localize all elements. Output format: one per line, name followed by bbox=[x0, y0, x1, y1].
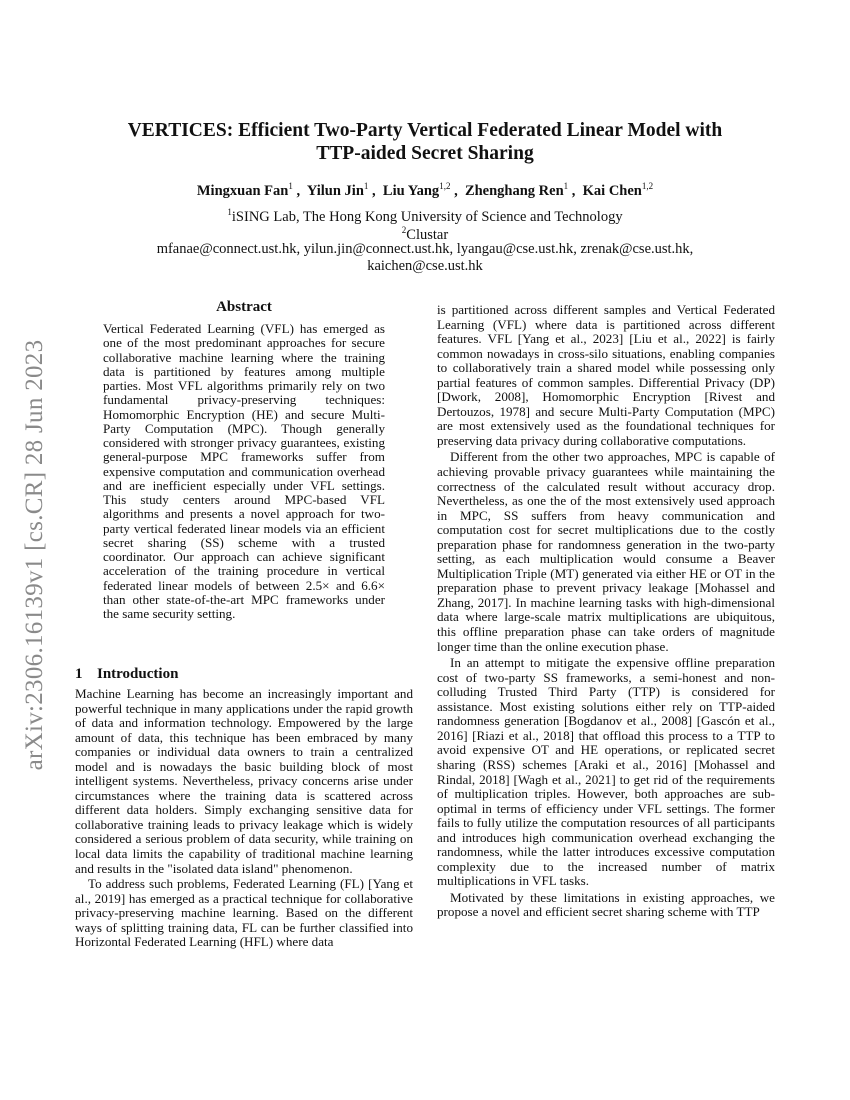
author-list: Mingxuan Fan$^1$ , Yilun Jin$^1$ , Liu Yang$^{1,2}$ , Zhenghang Ren$^1$ , Kai Chen$^{1,2}$ bbox=[196, 181, 654, 199]
paragraph: is partitioned across different samples and Vertical Federated Learning (VFL) where data is partitioned across different features. VFL [Yang et al., 2023] [Liu et al., 2022] is fairly common nowadays in cross-silo situations, enabling companies to collaboratively train a shared model while possessing only partial features of common samples. Differential Privacy (DP) [Dwork, 2008], Homomorphic Encryption [Rivest and Dertouzos, 1978] and secure Multi-Party Computation (MPC) are most extensively used as the foundational techniques for preserving data privacy during collaborative computations. bbox=[437, 302, 775, 448]
section-heading-introduction: 1 Introduction bbox=[75, 666, 179, 682]
paragraph: Machine Learning has become an increasingly important and powerful technique in many applications under the rapid growth of data and information technology. Empowered by the large amount of data, this technique has been embraced by many companies or individual data owners to train a centralized model and is nowadays the basic building block of most intelligent systems. Nevertheless, privacy concerns arise under circumstances where the training data is scattered across different data holders. Simply exchanging sensitive data for collaborative training leads to privacy leakage which is widely considered a serious problem of data security, while training on local data limits the capability of traditional machine learning and results in the "isolated data island" phenomenon. bbox=[75, 686, 413, 876]
author: Mingxuan Fan$^1$ bbox=[196, 181, 293, 199]
affiliation-1: $^1$iSING Lab, The Hong Kong University of Science and Technology bbox=[227, 207, 623, 225]
author-emails: mfanae@connect.ust.hk, yilun.jin@connect.ust.hk, lyangau@cse.ust.hk, zrenak@cse.ust.hk, kaichen@cse.ust.hk bbox=[156, 241, 694, 274]
author: Kai Chen$^{1,2}$ bbox=[582, 181, 654, 199]
paragraph: To address such problems, Federated Learning (FL) [Yang et al., 2019] has emerged as a practical technique for collaborative privacy-preserving machine learning. Based on the different ways of splitting training data, FL can be further classified into Horizontal Federated Learning (HFL) where data bbox=[75, 876, 413, 950]
author: Zhenghang Ren$^1$ bbox=[464, 181, 569, 199]
paragraph: Different from the other two approaches, MPC is capable of achieving provable privacy guarantees while maintaining the correctness of the calculated result without accuracy drop. Nevertheless, as one the of the most extensively used approach in MPC, SS suffers from heavy communication and computation cost for secret multiplications due to the costly preparation phase for randomness generation in the two-party setting, as each multiplication would consume a Beaver Multiplication Triple (MT) generated via either HE or OT in the preparation phase to prevent privacy leakage [Mohassel and Zhang, 2017]. In machine learning tasks with high-dimensional data where large-scale matrix multiplications are ubiquitous, this offline preparation phase can take orders of magnitude longer time than the online execution phase. bbox=[437, 449, 775, 654]
paragraph: In an attempt to mitigate the expensive offline preparation cost of two-party SS frameworks, a semi-honest and non-colluding Trusted Third Party (TTP) is considered for assistance. Most existing solutions either rely on TTP-aided randomness generation [Bogdanov et al., 2008] [Gascón et al., 2016] [Riazi et al., 2018] that offload this process to a TTP to avoid expensive OT and HE operations, or replicated secret sharing (RSS) schemes [Araki et al., 2016] [Mohassel and Rindal, 2018] [Wagh et al., 2021] to get rid of the requirements of multiplication triples. However, both approaches are sub-optimal in terms of efficiency under VFL settings. The former fails to fully utilize the computation resources of all participants and introduces high communication overhead exchanging the randomness, while the latter introduces excessive computation complexity due to the increased number of matrix multiplications in VFL tasks. bbox=[437, 655, 775, 889]
affiliation-2: $^2$Clustar bbox=[401, 225, 449, 243]
abstract-body bbox=[103, 322, 385, 621]
paragraph: Motivated by these limitations in existing approaches, we propose a novel and efficient secret sharing scheme with TTP bbox=[437, 889, 775, 920]
arxiv-identifier-stamp: arXiv:2306.16139v1 [cs.CR] 28 Jun 2023 bbox=[21, 339, 48, 771]
author: Yilun Jin$^1$ bbox=[306, 181, 369, 199]
paper-title bbox=[60, 119, 790, 165]
abstract-heading: Abstract bbox=[216, 299, 272, 315]
title-line-1: VERTICES: Efficient Two-Party Vertical Federated Linear Model with bbox=[127, 120, 723, 141]
title-line-2: TTP-aided Secret Sharing bbox=[316, 143, 534, 164]
author: Liu Yang$^{1,2}$ bbox=[382, 181, 451, 199]
abstract-paragraph: Vertical Federated Learning (VFL) has emerged as one of the most predominant approaches for secure collaborative machine learning where the training data is partitioned by features among multiple parties. Most VFL algorithms primarily rely on two fundamental privacy-preserving techniques: Homomorphic Encryption (HE) and secure Multi-Party Computation (MPC). Though generally considered with stronger privacy guarantees, existing general-purpose MPC frameworks suffer from expensive computation and communication overhead and are inefficient especially under VFL settings. This study centers around MPC-based VFL algorithms and presents a novel approach for two-party vertical federated linear models via an efficient secret sharing (SS) scheme with a trusted coordinator. Our approach can achieve significant acceleration of the training procedure in vertical federated linear models of between 2.5× and 6.6× than other state-of-the-art MPC frameworks under the same security setting. bbox=[103, 321, 385, 621]
left-column-body bbox=[75, 687, 413, 951]
right-column-body bbox=[437, 303, 775, 922]
